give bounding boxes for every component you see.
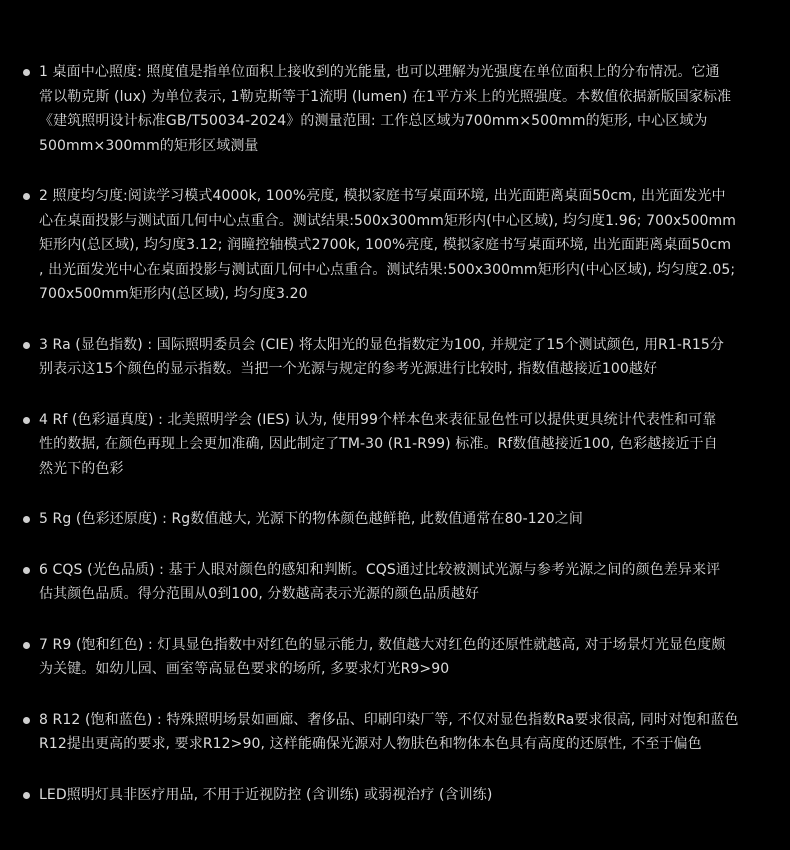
bullet-dot-icon xyxy=(23,567,30,574)
bullet-dot-icon xyxy=(23,193,30,200)
bullet-dot-icon xyxy=(23,342,30,349)
note-uniformity xyxy=(0,184,790,307)
note-r12 xyxy=(0,708,790,757)
note-text: 4 Rf (色彩逼真度) : 北美照明学会 (IES) 认为, 使用99个样本色来表征显色性可以提供更具统计代表性和可靠 性的数据, 在颜色再现上会更加准确, 因此制定了TM-30 (R1-R99) 标准。Rf数值越接近100, 色彩越接近于自 然光下的色彩 xyxy=(39,411,718,477)
note-text: 1 桌面中心照度: 照度值是指单位面积上接收到的光能量, 也可以理解为光强度在单位面积上的分布情况。它通 常以勒克斯 (lux) 为单位表示, 1勒克斯等于1流明 (lumen) 在1平方米上的光照强度。本数值依据新版国家标准 《建筑照明设计标准GB/T50034-2024》的测量范围: 工作总区域为700mm×500mm的矩形, 中心区域为 500mm×300mm的矩形区域测量 xyxy=(39,64,732,154)
note-text: 2 照度均匀度:阅读学习模式4000k, 100%亮度, 模拟家庭书写桌面环境, 出光面距离桌面50cm, 出光面发光中 心在桌面投影与测试面几何中心点重合。测试结果:500x300mm矩形内(中心区域), 均匀度1.96; 700x500mm 矩形内(总区域), 均匀度3.12; 润瞳控轴模式2700k, 100%亮度, 模拟家庭书写桌面环境, 出光面距离桌面50cm , 出光面发光中心在桌面投影与测试面几何中心点重合。测试结果:500x300mm矩形内(中心区域), 均匀度2.05; 700x500mm矩形内(总区域), 均匀度3.20 xyxy=(39,188,736,302)
bullet-dot-icon xyxy=(23,642,30,649)
note-text: 6 CQS (光色品质) : 基于人眼对颜色的感知和判断。CQS通过比较被测试光源与参考光源之间的颜色差异来评 估其颜色品质。得分范围从0到100, 分数越高表示光源的颜色品质越好 xyxy=(39,561,721,602)
note-rf xyxy=(0,408,790,482)
note-illuminance xyxy=(0,60,790,158)
note-ra xyxy=(0,333,790,382)
bullet-dot-icon xyxy=(23,792,30,799)
note-text: 8 R12 (饱和蓝色) : 特殊照明场景如画廊、奢侈品、印刷印染厂等, 不仅对显色指数Ra要求很高, 同时对饱和蓝色 R12提出更高的要求, 要求R12>90, 这样能确保光源对人物肤色和物体本色具有高度的还原性, 不至于偏色 xyxy=(39,711,739,752)
bullet-dot-icon xyxy=(23,69,30,76)
note-cqs xyxy=(0,558,790,607)
note-text: 5 Rg (色彩还原度) : Rg数值越大, 光源下的物体颜色越鲜艳, 此数值通常在80-120之间 xyxy=(39,511,583,527)
note-r9 xyxy=(0,633,790,682)
note-text: 3 Ra (显色指数) : 国际照明委员会 (CIE) 将太阳光的显色指数定为100, 并规定了15个测试颜色, 用R1-R15分 别表示这15个颜色的显示指数。当把一个光源与规定的参考光源进行比较时, 指数值越接近100越好 xyxy=(39,336,724,377)
note-text: 7 R9 (饱和红色) : 灯具显色指数中对红色的显示能力, 数值越大对红色的还原性就越高, 对于场景灯光显色度颇 为关键。如幼儿园、画室等高显色要求的场所, 多要求灯光R9>90 xyxy=(39,636,726,677)
note-rg xyxy=(0,507,790,532)
note-disclaimer xyxy=(0,783,790,808)
bullet-dot-icon xyxy=(23,417,30,424)
bullet-dot-icon xyxy=(23,717,30,724)
bullet-dot-icon xyxy=(23,516,30,523)
note-text: LED照明灯具非医疗用品, 不用于近视防控 (含训练) 或弱视治疗 (含训练) xyxy=(39,786,493,803)
